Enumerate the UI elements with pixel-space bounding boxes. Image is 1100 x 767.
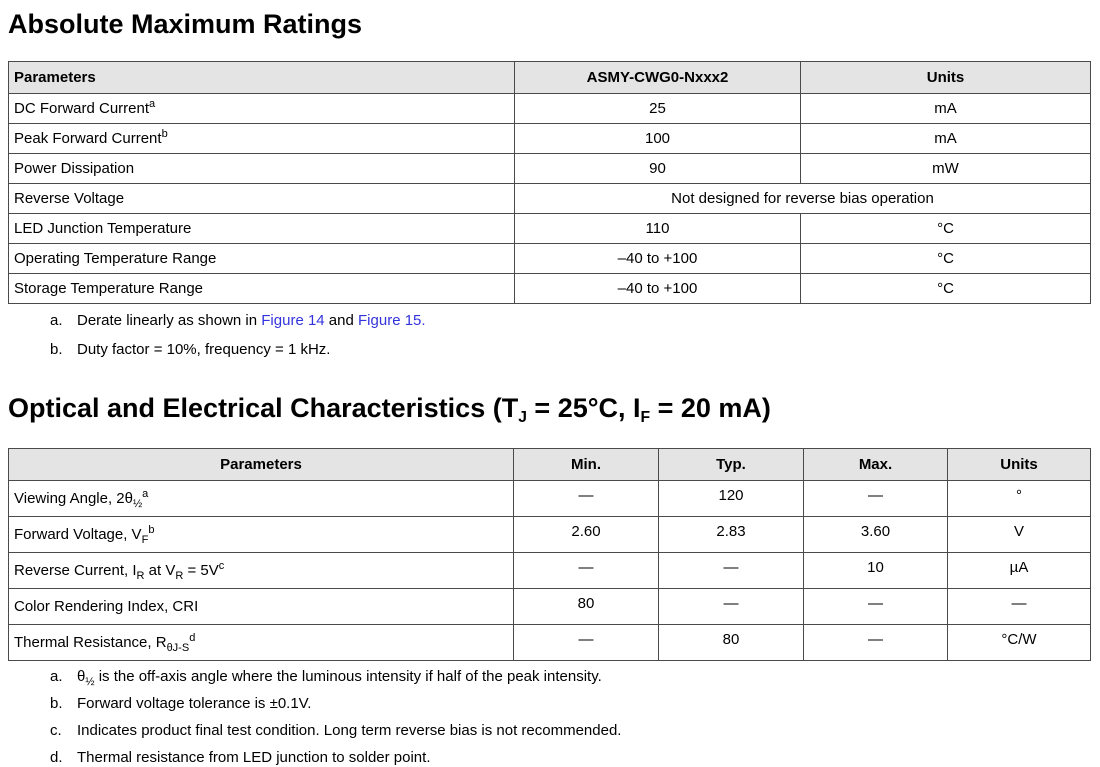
footnote-text [77,722,1090,740]
min-cell: — [514,553,659,589]
table-row [9,553,1091,589]
footnote [50,749,1090,767]
parameter-cell [9,154,515,184]
typ-cell: — [659,553,804,589]
figure-15-link[interactable]: Figure 15. [358,312,426,329]
footnotes-optical-electrical [50,668,1090,767]
footnote-label: b. [50,341,63,358]
units-cell: mW [801,154,1091,184]
text-segment: Derate linearly as shown in [77,312,262,329]
footnote-label: d. [50,749,63,766]
text-segment: and [324,312,359,329]
section-title-optical-electrical-characteristics [8,393,1090,424]
text-segment: Reverse Voltage [14,189,125,207]
units-cell: °C [801,244,1091,274]
parameter-cell [9,244,515,274]
max-cell: 10 [804,553,948,589]
table-row [9,274,1091,304]
value-cell: –40 to +100 [515,244,801,274]
column-header: Parameters [9,449,514,481]
units-cell: °C/W [948,625,1091,661]
value-cell: –40 to +100 [515,274,801,304]
units-cell: °C [801,274,1091,304]
units-cell: V [948,517,1091,553]
value-cell: 110 [515,214,801,244]
value-cell: 90 [515,154,801,184]
superscript-footnote-ref: b [148,523,155,536]
subscript: J [518,409,527,426]
units-cell: mA [801,94,1091,124]
parameter-cell [9,184,515,214]
units-cell: mA [801,124,1091,154]
text-segment: Thermal Resistance, R [14,633,167,651]
parameter-cell [9,517,514,553]
footnote-text [77,695,1090,713]
parameter-cell [9,124,515,154]
text-segment: LED Junction Temperature [14,219,192,237]
parameter-cell [9,214,515,244]
superscript-footnote-ref: b [161,127,168,140]
table-row [9,184,1091,214]
column-header: Max. [804,449,948,481]
footnote-text [77,341,1090,359]
footnote [50,341,1090,359]
footnote-text [77,312,1090,330]
column-header: Min. [514,449,659,481]
text-segment: Power Dissipation [14,159,135,177]
text-segment: = 5V [183,561,219,579]
text-segment: DC Forward Current [14,99,150,117]
text-segment: Viewing Angle, 2θ [14,489,133,507]
table-row [9,124,1091,154]
typ-cell: — [659,589,804,625]
text-segment: Reverse Current, I [14,561,137,579]
text-segment: Storage Temperature Range [14,279,204,297]
text-segment: is the off-axis angle where the luminous intensity if half of the peak intensity. [94,668,602,685]
subscript: ½ [85,676,95,688]
column-header: Units [948,449,1091,481]
value-cell: Not designed for reverse bias operation [515,184,1091,214]
table-row [9,625,1091,661]
footnotes-absolute-maximum-ratings [50,312,1090,359]
max-cell: 3.60 [804,517,948,553]
footnote-label: a. [50,312,63,329]
min-cell: — [514,481,659,517]
text-segment: at V [144,561,176,579]
parameter-cell [9,625,514,661]
table-row [9,94,1091,124]
parameter-cell [9,589,514,625]
typ-cell: 80 [659,625,804,661]
subscript: F [640,409,651,426]
text-segment: Color Rendering Index, CRI [14,597,199,615]
text-segment: Optical and Electrical Characteristics (T [8,393,519,423]
table-row [9,589,1091,625]
max-cell: — [804,589,948,625]
superscript-footnote-ref: a [149,97,156,110]
units-cell: °C [801,214,1091,244]
text-segment: = 25°C, I [526,393,641,423]
section-title-absolute-maximum-ratings: Absolute Maximum Ratings [8,9,363,39]
table-header-row [9,449,1091,481]
value-cell: 25 [515,94,801,124]
optical-electrical-characteristics-table [8,448,1091,661]
column-header: ASMY-CWG0-Nxxx2 [515,62,801,94]
text-segment: θ [77,668,86,685]
table-row [9,154,1091,184]
parameter-cell [9,553,514,589]
min-cell: 2.60 [514,517,659,553]
text-segment: Operating Temperature Range [14,249,217,267]
text-segment: Duty factor = 10%, frequency = 1 kHz. [77,341,331,358]
text-segment: Forward Voltage, V [14,525,142,543]
footnote-label: b. [50,695,63,712]
value-cell: 100 [515,124,801,154]
max-cell: — [804,481,948,517]
superscript-footnote-ref: a [142,487,149,500]
column-header: Typ. [659,449,804,481]
footnote [50,695,1090,713]
superscript-footnote-ref: c [218,559,225,572]
footnote [50,312,1090,330]
text-segment: Thermal resistance from LED junction to solder point. [77,749,431,766]
figure-14-link[interactable]: Figure 14 [261,312,325,329]
min-cell: — [514,625,659,661]
subscript: R [175,569,184,582]
subscript: F [141,533,149,546]
units-cell: µA [948,553,1091,589]
text-segment: Indicates product final test condition. Long term reverse bias is not recommended. [77,722,622,739]
footnote [50,722,1090,740]
table-row [9,214,1091,244]
max-cell: — [804,625,948,661]
text-segment: = 20 mA) [650,393,771,423]
min-cell: 80 [514,589,659,625]
subscript: R [136,569,145,582]
parameter-cell [9,94,515,124]
units-cell: — [948,589,1091,625]
subscript: θJ-S [166,641,190,654]
table-row [9,481,1091,517]
table-row [9,244,1091,274]
table-row [9,517,1091,553]
footnote-text [77,749,1090,767]
absolute-maximum-ratings-table [8,61,1091,304]
text-segment: Peak Forward Current [14,129,162,147]
table-header-row [9,62,1091,94]
column-header: Units [801,62,1091,94]
parameter-cell [9,481,514,517]
footnote-text [77,668,1090,686]
footnote-label: c. [50,722,62,739]
parameter-cell [9,274,515,304]
units-cell: ° [948,481,1091,517]
typ-cell: 2.83 [659,517,804,553]
column-header: Parameters [9,62,515,94]
text-segment: Forward voltage tolerance is ±0.1V. [77,695,312,712]
typ-cell: 120 [659,481,804,517]
footnote-label: a. [50,668,63,685]
footnote [50,668,1090,686]
subscript: ½ [132,497,143,510]
superscript-footnote-ref: d [189,631,196,644]
